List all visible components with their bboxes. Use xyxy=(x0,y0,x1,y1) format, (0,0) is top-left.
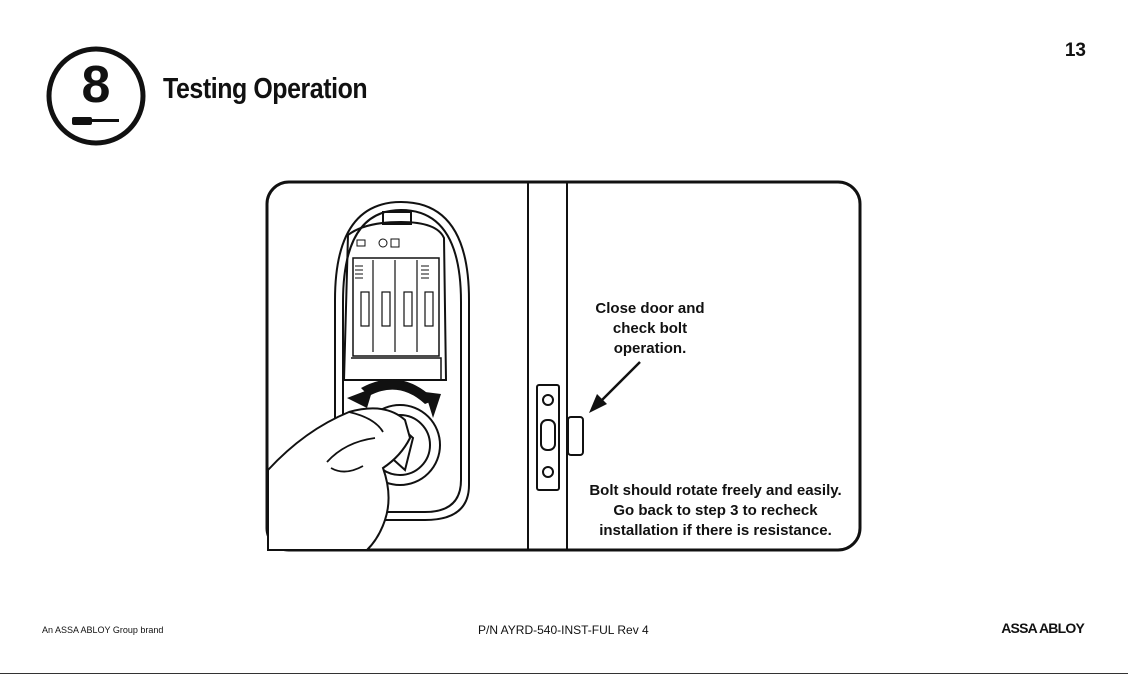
step-badge xyxy=(44,44,148,148)
step-8-screwdriver-icon xyxy=(44,44,148,148)
page-number: 13 xyxy=(1064,40,1086,61)
footer-brand-line: An ASSA ABLOY Group brand xyxy=(42,625,164,635)
page-bottom-rule xyxy=(0,673,1128,674)
callout-top-line-1: Close door and xyxy=(595,300,705,317)
callout-bottom-line-3: installation if there is resistance. xyxy=(599,522,832,539)
callout-bottom-line-2: Go back to step 3 to recheck xyxy=(613,502,818,519)
footer-part-number: P/N AYRD-540-INST-FUL Rev 4 xyxy=(478,623,649,637)
callout-top-line-2: check bolt xyxy=(612,320,688,337)
callout-close-door xyxy=(580,299,720,359)
callout-bolt-rotate xyxy=(578,481,853,541)
step-number: 8 xyxy=(81,56,111,114)
assa-abloy-logo: ASSA ABLOY xyxy=(1001,620,1084,636)
callout-top-line-3: operation. xyxy=(613,340,687,357)
callout-bottom-line-1: Bolt should rotate freely and easily. xyxy=(589,482,842,499)
step-title: Testing Operation xyxy=(163,73,368,105)
